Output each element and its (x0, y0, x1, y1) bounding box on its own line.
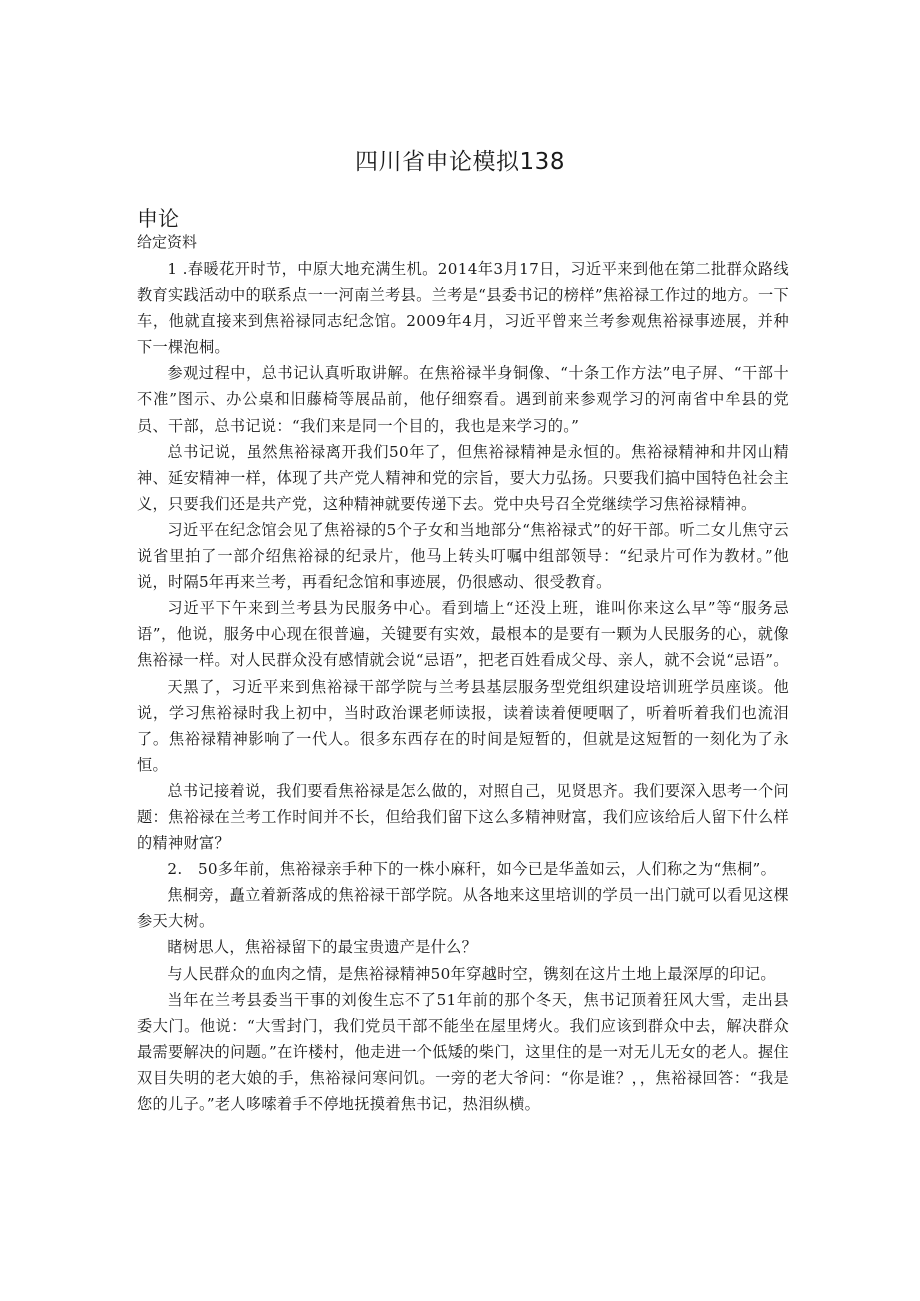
paragraph: 睹树思人，焦裕禄留下的最宝贵遗产是什么？ (167, 938, 478, 957)
paragraph: 焦桐旁，矗立着新落成的焦裕禄干部学院。从各地来这里培训的学员一出门就可以看见这棵参天大树。 (137, 886, 789, 931)
paragraph: 习近平下午来到兰考县为民服务中心。看到墙上“还没上班，谁叫你来这么早”等“服务忌语”，他说，服务中心现在很普遍，关键要有实效，最根本的是要有一颗为人民服务的心，就像焦裕禄一样。对人民群众没有感情就会说“忌语”，把老百姓看成父母、亲人，就不会说“忌语”。 (137, 599, 789, 670)
paragraph: 总书记说，虽然焦裕禄离开我们50年了，但焦裕禄精神是永恒的。焦裕禄精神和井冈山精神、延安精神一样，体现了共产党人精神和党的宗旨，要大力弘扬。只要我们搞中国特色社会主义，只要我们还是共产党，这种精神就要传递下去。党中央号召全党继续学习焦裕禄精神。 (137, 442, 789, 513)
materials-subheading: 给定资料 (137, 233, 198, 251)
paragraph: 总书记接着说，我们要看焦裕禄是怎么做的，对照自己，见贤思齐。我们要深入思考一个问题：焦裕禄在兰考工作时间并不长，但给我们留下这么多精神财富，我们应该给后人留下什么样的精神财富？ (137, 781, 789, 853)
section-heading: 申论 (137, 207, 179, 231)
paragraph: 1 .春暖花开时节，中原大地充满生机。2014年3月17日，习近平来到他在第二批群众路线教育实践活动中的联系点一一河南兰考县。兰考是“县委书记的榜样”焦裕禄工作过的地方。一下车，他就直接来到焦裕禄同志纪念馆。2009年4月，习近平曾来兰考参观焦裕禄事迹展，并种下一棵泡桐。 (137, 260, 789, 357)
paragraph: 2. 50多年前，焦裕禄亲手种下的一株小麻秆，如今已是华盖如云，人们称之为“焦桐”。 (167, 860, 777, 879)
paragraph: 与人民群众的血肉之情，是焦裕禄精神50年穿越时空，镌刻在这片土地上最深厚的印记。 (167, 964, 776, 983)
paragraph: 当年在兰考县委当干事的刘俊生忘不了51年前的那个冬天，焦书记顶着狂风大雪，走出县委大门。他说：“大雪封门，我们党员干部不能坐在屋里烤火。我们应该到群众中去，解决群众最需要解决的问题。”在许楼村，他走进一个低矮的柴门，这里住的是一对无儿无女的老人。握住双目失明的老大娘的手，焦裕禄问寒问饥。一旁的老大爷问：“你是谁？，，焦裕禄回答：“我是您的儿子。”老人哆嗦着手不停地抚摸着焦书记，热泪纵横。 (137, 990, 789, 1113)
document-body (137, 256, 789, 1117)
paragraph: 天黑了，习近平来到焦裕禄干部学院与兰考县基层服务型党组织建设培训班学员座谈。他说，学习焦裕禄时我上初中，当时政治课老师读报，读着读着便哽咽了，听着听着我们也流泪了。焦裕禄精神影响了一代人。很多东西存在的时间是短暂的，但就是这短暂的一刻化为了永恒。 (137, 677, 789, 774)
paragraph: 习近平在纪念馆会见了焦裕禄的5个子女和当地部分“焦裕禄式”的好干部。听二女儿焦守云说省里拍了一部介绍焦裕禄的纪录片，他马上转头叮嘱中组部领导：“纪录片可作为教材。”他说，时隔5年再来兰考，再看纪念馆和事迹展，仍很感动、很受教育。 (137, 520, 789, 592)
document-title: 四川省申论模拟138 (355, 149, 565, 175)
paragraph: 参观过程中，总书记认真听取讲解。在焦裕禄半身铜像、“十条工作方法”电子屏、“干部十不准”图示、办公桌和旧藤椅等展品前，他仔细察看。遇到前来参观学习的河南省中牟县的党员、干部，总书记说：“我们来是同一个目的，我也是来学习的。” (137, 364, 789, 435)
